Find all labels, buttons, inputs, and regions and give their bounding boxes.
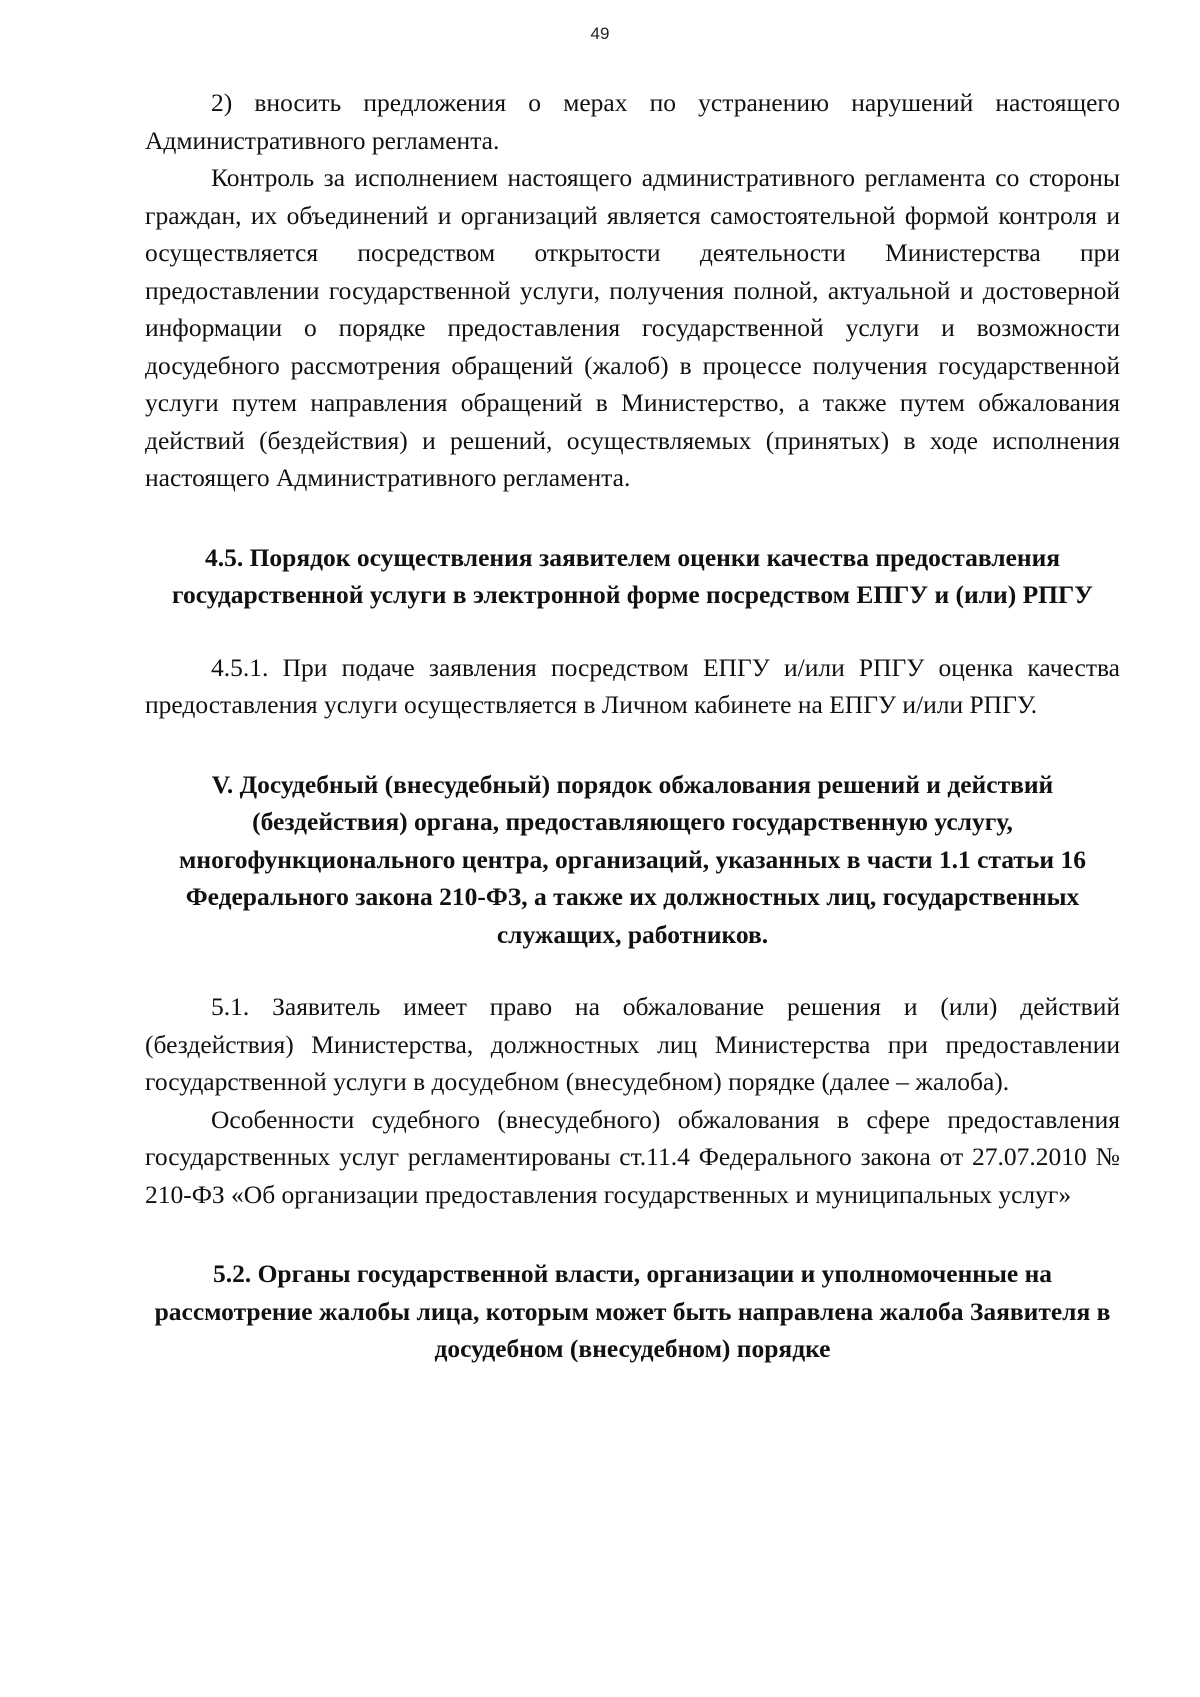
paragraph-proposals: 2) вносить предложения о мерах по устранению нарушений настоящего Административного регламента. — [145, 88, 1120, 155]
paragraph-public-control: Контроль за исполнением настоящего административного регламента со стороны граждан, их объединений и организаций является самостоятельной формой контроля и осуществляется посредством открытости деятельности Министерства при предоставлении государственной услуги, получения полной, актуальной и достоверной информации о порядке предоставления государственной услуги и возможности досудебного рассмотрения обращений (жалоб) в процессе получения государственной услуги путем направления обращений в Министерство, а также путем обжалования действий (бездействия) и решений, осуществляемых (принятых) в ходе исполнения настоящего Административного регламента. — [145, 163, 1120, 492]
section-heading-v: V. Досудебный (внесудебный) порядок обжалования решений и действий (бездействия) органа, предоставляющего государственную услугу, многофункционального центра, организаций, указанных в части 1.1 статьи 16 Федерального закона 210-ФЗ, а также их должностных лиц, государственных служащих, работников. — [179, 769, 1086, 949]
page-number: 49 — [590, 24, 610, 43]
paragraph-5-1: 5.1. Заявитель имеет право на обжалование решения и (или) действий (бездействия) Министерства, должностных лиц Министерства при предоставлении государственной услуги в досудебном (внесудебном) порядке (далее – жалоба). — [145, 992, 1120, 1096]
section-heading-4-5: 4.5. Порядок осуществления заявителем оценки качества предоставления государственной услуги в электронной форме посредством ЕПГУ и (или) РПГУ — [172, 542, 1093, 609]
document-body — [145, 84, 1120, 1368]
paragraph-appeal-specifics: Особенности судебного (внесудебного) обжалования в сфере предоставления государственных услуг регламентированы ст.11.4 Федерального закона от 27.07.2010 № 210-ФЗ «Об организации предоставления государственных и муниципальных услуг» — [145, 1104, 1120, 1209]
paragraph-4-5-1: 4.5.1. При подаче заявления посредством ЕПГУ и/или РПГУ оценка качества предоставления услуги осуществляется в Личном кабинете на ЕПГУ и/или РПГУ. — [145, 652, 1120, 719]
section-heading-5-2: 5.2. Органы государственной власти, организации и уполномоченные на рассмотрение жалобы лица, которым может быть направлена жалоба Заявителя в досудебном (внесудебном) порядке — [154, 1259, 1111, 1363]
